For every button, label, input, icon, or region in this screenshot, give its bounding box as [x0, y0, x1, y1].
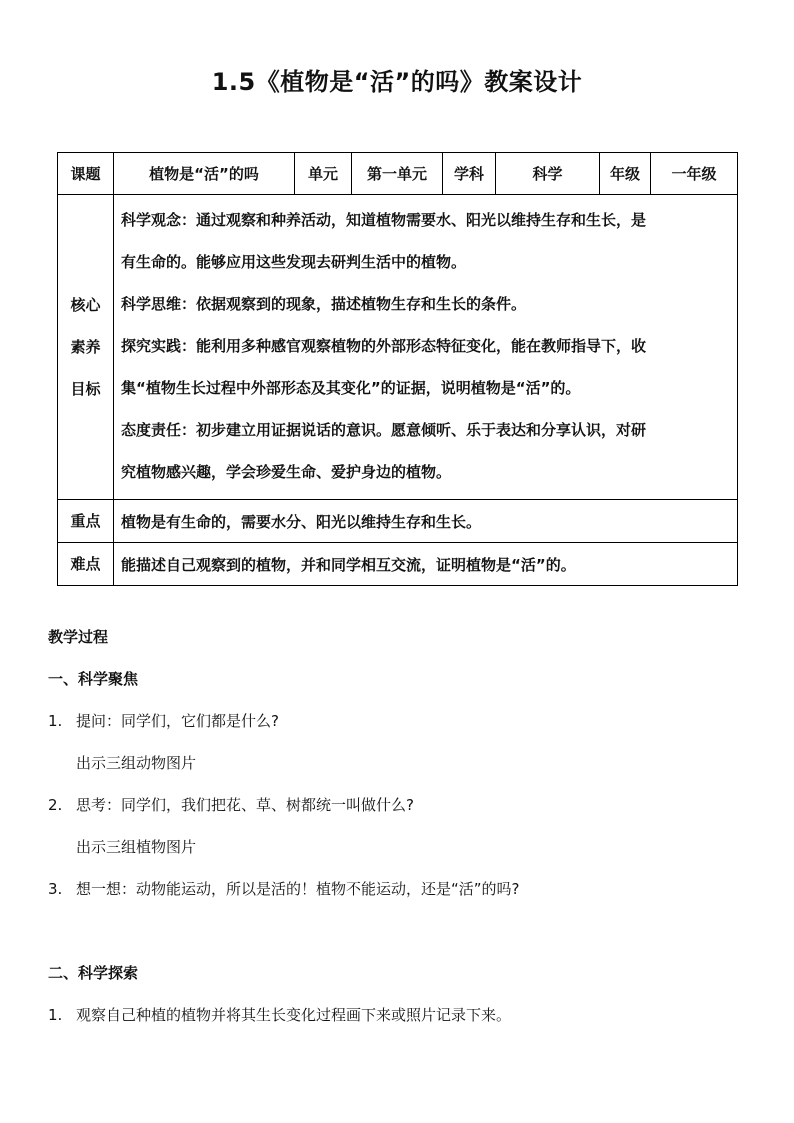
list-item [48, 794, 414, 815]
goal-line: 探究实践：能利用多种感官观察植物的外部形态特征变化，能在教师指导下，收 [121, 337, 647, 355]
list-item-number: 1. [48, 712, 63, 730]
goal-line: 集“植物生长过程中外部形态及其变化”的证据，说明植物是“活”的。 [121, 379, 581, 397]
key-point-text: 植物是有生命的，需要水分、阳光以维持生存和生长。 [114, 500, 738, 543]
unit-label: 单元 [295, 153, 352, 195]
goal-line: 态度责任：初步建立用证据说话的意识。愿意倾听、乐于表达和分享认识，对研 [121, 421, 647, 439]
topic-label: 课题 [58, 153, 114, 195]
section1-heading: 一、科学聚焦 [48, 670, 139, 688]
goal-line: 究植物感兴趣，学会珍爱生命、爱护身边的植物。 [121, 463, 452, 481]
grade-label: 年级 [600, 153, 651, 195]
list-item-text: 提问：同学们，它们都是什么? [76, 712, 279, 730]
list-item [48, 710, 279, 731]
core-label-line: 核心 [70, 296, 101, 314]
list-item-note: 出示三组动物图片 [76, 754, 197, 772]
list-item-number: 1. [48, 1006, 63, 1024]
document-title: 1.5《植物是“活”的吗》教案设计 [211, 68, 583, 96]
goal-line: 有生命的。能够应用这些发现去研判生活中的植物。 [121, 253, 467, 271]
unit-value: 第一单元 [352, 153, 443, 195]
list-item-note: 出示三组植物图片 [76, 838, 197, 856]
grade-value: 一年级 [651, 153, 738, 195]
key-point-label: 重点 [58, 500, 114, 543]
list-item [48, 878, 520, 899]
list-item-text: 观察自己种植的植物并将其生长变化过程画下来或照片记录下来。 [76, 1006, 512, 1024]
key-point-row [58, 500, 738, 543]
lesson-plan-table [57, 152, 738, 586]
list-item-number: 3. [48, 880, 63, 898]
list-item-text: 思考：同学们，我们把花、草、树都统一叫做什么? [76, 796, 414, 814]
list-item [48, 1004, 511, 1025]
subject-value: 科学 [496, 153, 600, 195]
difficulty-row [58, 543, 738, 586]
core-label-line: 目标 [70, 380, 101, 398]
core-goals-row [58, 195, 738, 500]
table-header-row [58, 153, 738, 195]
process-heading: 教学过程 [48, 628, 109, 646]
list-item-text: 想一想：动物能运动，所以是活的！植物不能运动，还是“活”的吗? [76, 880, 520, 898]
difficulty-label: 难点 [58, 543, 114, 586]
section2-heading: 二、科学探索 [48, 964, 139, 982]
core-goals-content [114, 195, 738, 500]
difficulty-text: 能描述自己观察到的植物，并和同学相互交流，证明植物是“活”的。 [114, 543, 738, 586]
core-goals-label [58, 195, 114, 500]
core-label-line: 素养 [70, 338, 101, 356]
goal-line: 科学思维：依据观察到的现象，描述植物生存和生长的条件。 [121, 295, 527, 313]
subject-label: 学科 [443, 153, 496, 195]
goal-line: 科学观念：通过观察和种养活动，知道植物需要水、阳光以维持生存和生长，是 [121, 211, 647, 229]
topic-value: 植物是“活”的吗 [114, 153, 295, 195]
list-item-number: 2. [48, 796, 63, 814]
